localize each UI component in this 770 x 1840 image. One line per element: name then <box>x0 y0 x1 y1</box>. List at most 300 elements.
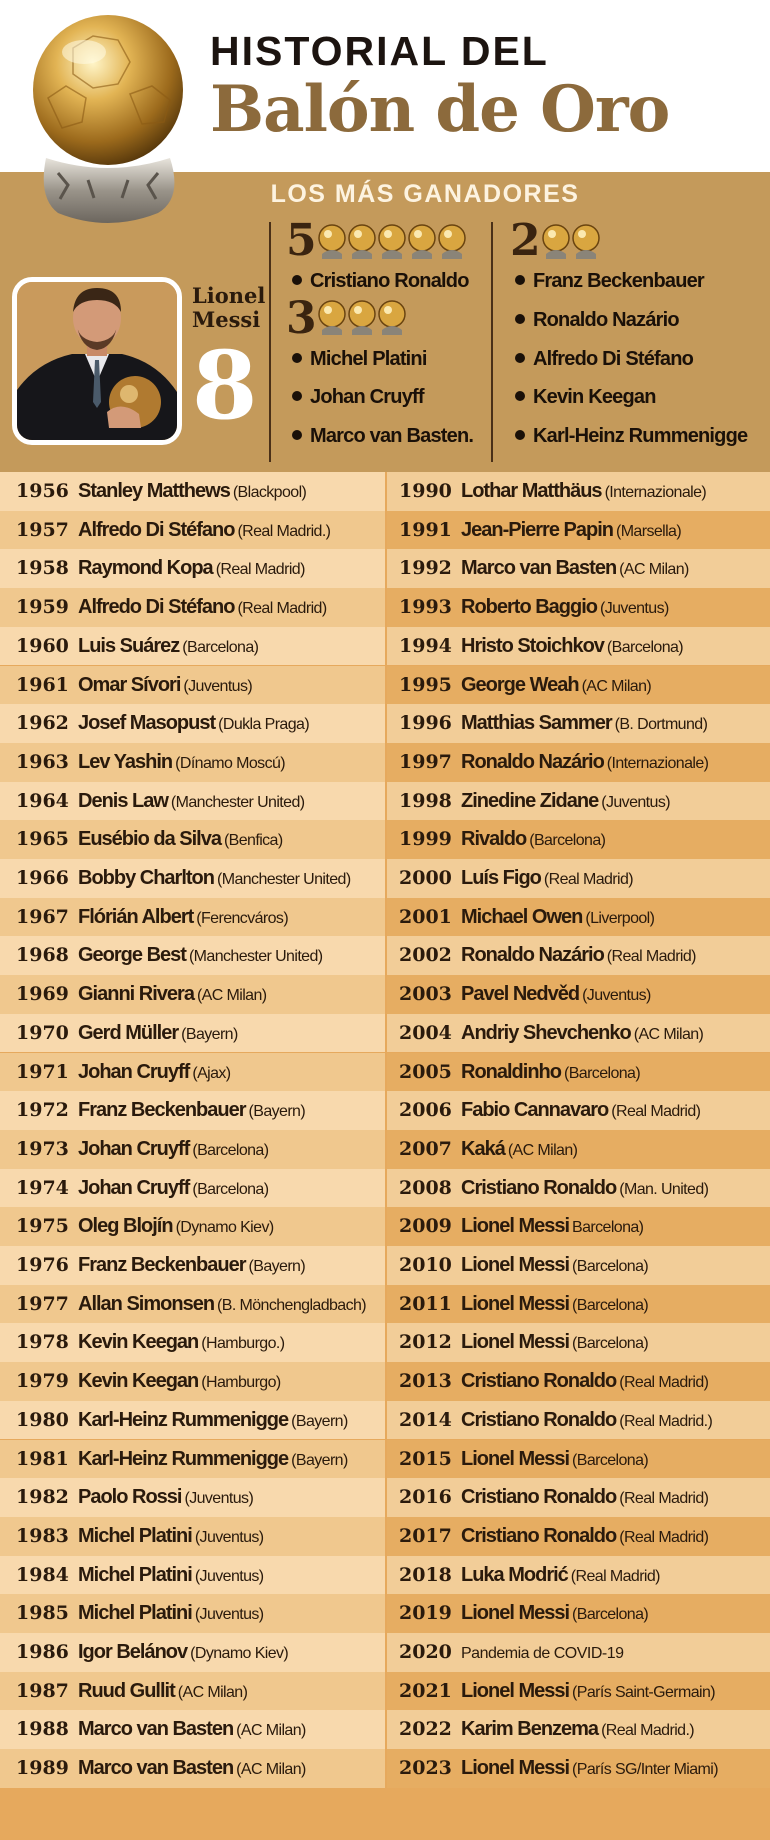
winner-name: Zinedine Zidane <box>461 789 599 812</box>
ballon-dor-icon <box>318 224 346 260</box>
winner-year: 2005 <box>399 1060 452 1083</box>
winner-row <box>387 1207 770 1246</box>
winner-row <box>0 1633 385 1672</box>
winner-row <box>387 975 770 1014</box>
bullet-icon <box>515 430 525 440</box>
winner-year: 2022 <box>399 1718 452 1741</box>
winner-row <box>0 1556 385 1595</box>
winner-row <box>0 1053 385 1092</box>
winner-club: (Ajax) <box>192 1064 231 1082</box>
messi-photo <box>12 277 182 445</box>
winner-row <box>387 1401 770 1440</box>
winner-2-4: Kevin Keegan <box>515 386 656 409</box>
winner-row <box>0 1710 385 1749</box>
bullet-icon <box>515 314 525 324</box>
winner-club: (AC Milan) <box>633 1025 704 1043</box>
winner-club: (Internazionale) <box>604 484 707 501</box>
winner-row <box>0 511 385 550</box>
winner-name: Lothar Matthäus <box>461 480 602 502</box>
winner-name: Luka Modrić <box>461 1563 568 1586</box>
winner-name: Eusébio da Silva <box>78 828 221 851</box>
winner-year: 2011 <box>399 1292 452 1315</box>
winner-2-3: Alfredo Di Stéfano <box>515 348 693 371</box>
winner-name: Kevin Keegan <box>78 1331 199 1354</box>
winner-club: (Barcelona) <box>606 638 684 656</box>
winner-row <box>387 1323 770 1362</box>
winner-row <box>0 1672 385 1711</box>
winner-2-5: Karl-Heinz Rummenigge <box>515 425 747 448</box>
winner-year: 2000 <box>399 867 452 889</box>
winner-row <box>387 1556 770 1595</box>
winner-club: (Internazionale) <box>606 754 709 772</box>
winner-3-1: Michel Platini <box>292 348 427 371</box>
winner-row <box>387 859 770 898</box>
winner-2-1: Franz Beckenbauer <box>515 270 704 293</box>
winner-name: Michel Platini <box>78 1602 192 1625</box>
winner-year: 1990 <box>399 480 452 502</box>
winner-name: Marco van Basten <box>78 1718 234 1741</box>
winner-club: (Barcelona) <box>572 1451 649 1469</box>
winner-row <box>0 1207 385 1246</box>
winner-row <box>0 627 385 666</box>
winner-club: (AC Milan) <box>236 1722 306 1740</box>
winner-name: Gianni Rivera <box>78 983 194 1006</box>
winner-name: Ronaldo Nazário <box>461 750 604 773</box>
winner-club: (Barcelona) <box>192 1141 269 1159</box>
winner-year: 1995 <box>399 673 452 696</box>
winner-club: (Juventus) <box>600 600 669 618</box>
winner-club: (Manchester United) <box>188 948 323 966</box>
winner-name: Franz Beckenbauer <box>78 1254 246 1276</box>
winner-row <box>387 1710 770 1749</box>
winner-row <box>387 936 770 975</box>
winner-club: (Barcelona) <box>572 1335 649 1353</box>
winner-row <box>0 1478 385 1517</box>
winner-year: 1980 <box>16 1408 69 1431</box>
winner-name: Pandemia de COVID-19 <box>461 1645 624 1662</box>
bullet-icon <box>515 353 525 363</box>
winner-name: Bobby Charlton <box>78 867 214 889</box>
winner-club: (Bayern) <box>248 1258 306 1275</box>
winner-year: 1985 <box>16 1602 69 1625</box>
winner-name: Ronaldo Nazário <box>461 944 604 967</box>
winner-name: Kevin Keegan <box>78 1370 199 1393</box>
ballon-dor-icon <box>542 224 570 260</box>
winner-name: Johan Cruyff <box>78 1137 190 1160</box>
winner-year: 1993 <box>399 596 452 619</box>
winner-name: Raymond Kopa <box>78 557 213 580</box>
winner-name: Rivaldo <box>461 828 527 851</box>
winner-row <box>387 1014 770 1053</box>
winner-name: Luís Figo <box>461 867 541 889</box>
winner-name: George Best <box>78 944 186 967</box>
winner-row <box>387 820 770 859</box>
winner-club: (AC Milan) <box>177 1683 248 1701</box>
winner-year: 2006 <box>399 1099 452 1122</box>
winner-name: Matthias Sammer <box>461 712 612 735</box>
winner-club: (Barcelona) <box>182 638 259 656</box>
winner-name: Karim Benzema <box>461 1718 599 1741</box>
winner-row <box>387 1285 770 1324</box>
winner-year: 2001 <box>399 905 452 928</box>
winner-row <box>0 859 385 898</box>
winner-row <box>387 743 770 782</box>
winner-row <box>0 936 385 975</box>
winner-year: 2014 <box>399 1408 452 1431</box>
bullet-icon <box>292 275 302 285</box>
winner-name: Luis Suárez <box>78 634 180 657</box>
winner-row <box>0 1091 385 1130</box>
winner-row <box>387 1246 770 1285</box>
winner-row <box>387 1053 770 1092</box>
winner-club: (Barcelona) <box>529 832 606 850</box>
winner-row <box>0 1169 385 1208</box>
winner-row <box>0 1014 385 1053</box>
winner-year: 1987 <box>16 1679 69 1702</box>
winner-club: (Barcelona) <box>192 1180 269 1198</box>
winner-name: Lionel Messi <box>461 1292 570 1315</box>
winner-name: Lionel Messi <box>461 1215 570 1238</box>
winner-club: (Dynamo Kiev) <box>190 1645 289 1662</box>
bullet-icon <box>292 430 302 440</box>
winner-row <box>387 1478 770 1517</box>
winner-name: Denis Law <box>78 789 168 812</box>
winner-club: (B. Dortmund) <box>614 716 708 734</box>
winner-name: Lionel Messi <box>461 1254 570 1276</box>
ballon-dor-icon <box>378 300 406 336</box>
winner-row <box>387 1440 770 1479</box>
winner-year: 1975 <box>16 1215 69 1238</box>
winner-club: (Real Madrid) <box>606 948 696 966</box>
winner-row <box>0 472 385 511</box>
winner-year: 1989 <box>16 1757 69 1780</box>
winner-club: (Benfica) <box>223 832 283 850</box>
winner-club: (Real Madrid) <box>619 1374 709 1392</box>
winner-name: Fabio Cannavaro <box>461 1099 609 1122</box>
winner-club: (Manchester United) <box>170 793 305 811</box>
winner-year: 1977 <box>16 1292 69 1315</box>
winner-club: (Juventus) <box>183 677 253 695</box>
winners-table <box>0 472 770 1840</box>
winner-name: Cristiano Ronaldo <box>461 1370 617 1393</box>
bullet-icon <box>515 275 525 285</box>
winner-year: 1981 <box>16 1447 69 1470</box>
bullet-icon <box>515 391 525 401</box>
winner-club: (AC Milan) <box>507 1141 578 1159</box>
winner-club: (Marsella) <box>615 522 682 540</box>
winner-year: 1958 <box>16 557 69 580</box>
winner-name: Lionel Messi <box>461 1331 570 1354</box>
winner-year: 1962 <box>16 712 69 735</box>
winner-year: 2020 <box>399 1641 452 1663</box>
winner-year: 1999 <box>399 828 452 851</box>
winner-name: Johan Cruyff <box>78 1176 190 1199</box>
winner-row <box>387 1633 770 1672</box>
winner-year: 1983 <box>16 1524 69 1547</box>
winner-name: Lionel Messi <box>461 1679 570 1702</box>
winner-club: (Ferencváros) <box>196 909 289 927</box>
winner-name: Cristiano Ronaldo <box>461 1176 617 1199</box>
winner-row <box>0 782 385 821</box>
winner-row <box>387 1130 770 1169</box>
winner-row <box>0 1246 385 1285</box>
winner-club: (Barcelona) <box>572 1606 649 1624</box>
winner-club: (Dukla Praga) <box>218 716 310 734</box>
title-line-1: HISTORIAL DEL <box>210 28 549 74</box>
winner-name: Lionel Messi <box>461 1757 570 1780</box>
winner-name: Cristiano Ronaldo <box>461 1408 617 1431</box>
winner-club: (Real Madrid) <box>619 1490 709 1508</box>
winner-club: (Real Madrid) <box>543 871 634 888</box>
winner-name: Lionel Messi <box>461 1447 570 1470</box>
ballon-dor-icon <box>408 224 436 260</box>
winner-name: Ruud Gullit <box>78 1679 175 1702</box>
winner-row <box>0 1594 385 1633</box>
winner-name: Kaká <box>461 1137 505 1160</box>
winner-club: (Real Madrid) <box>215 561 305 579</box>
winner-year: 2021 <box>399 1679 452 1702</box>
winner-row <box>0 1401 385 1440</box>
winner-year: 2004 <box>399 1021 452 1044</box>
winner-club: (Dínamo Moscú) <box>175 754 285 772</box>
winner-club: (B. Mönchengladbach) <box>217 1296 367 1314</box>
winner-name: Marco van Basten <box>461 557 617 580</box>
winner-club: Barcelona) <box>572 1219 644 1237</box>
winner-club: (Bayern) <box>248 1103 306 1121</box>
winner-year: 1996 <box>399 712 452 735</box>
winner-year: 1984 <box>16 1563 69 1586</box>
winner-name: Marco van Basten <box>78 1757 234 1780</box>
featured-player-name <box>192 284 265 332</box>
title-line-2: Balón de Oro <box>210 72 670 147</box>
winner-name: Allan Simonsen <box>78 1292 215 1315</box>
winner-year: 2017 <box>399 1524 452 1547</box>
winner-row <box>0 898 385 937</box>
winner-name: Hristo Stoichkov <box>461 634 604 657</box>
featured-count: 8 <box>192 331 258 441</box>
winner-name: Alfredo Di Stéfano <box>78 596 235 619</box>
bullet-icon <box>292 353 302 363</box>
winner-year: 1973 <box>16 1137 69 1160</box>
winner-name: Omar Sívori <box>78 673 181 696</box>
winner-club: (Barcelona) <box>563 1064 641 1082</box>
winner-year: 1976 <box>16 1254 69 1276</box>
winner-row <box>0 975 385 1014</box>
winner-club: (Real Madrid.) <box>601 1722 695 1740</box>
winner-year: 1967 <box>16 905 69 928</box>
winner-club: (Bayern) <box>291 1412 348 1430</box>
winner-row <box>0 1130 385 1169</box>
winner-club: (Bayern) <box>291 1451 348 1469</box>
winner-club: (Real Madrid.) <box>619 1412 713 1430</box>
winner-year: 1991 <box>399 518 452 541</box>
winner-year: 1994 <box>399 634 452 657</box>
winner-club: (Juventus) <box>582 987 651 1005</box>
winner-row <box>387 1672 770 1711</box>
winner-year: 1969 <box>16 983 69 1006</box>
winner-year: 1979 <box>16 1370 69 1393</box>
winner-club: (Manchester United) <box>217 871 351 888</box>
winner-year: 2007 <box>399 1137 452 1160</box>
winner-row <box>387 1091 770 1130</box>
winner-year: 1960 <box>16 634 69 657</box>
winner-year: 1964 <box>16 789 69 812</box>
winner-name: Flórián Albert <box>78 905 194 928</box>
winner-club: (Juventus) <box>601 793 670 811</box>
winner-year: 1963 <box>16 750 69 773</box>
winner-row <box>0 704 385 743</box>
winner-club: (Dynamo Kiev) <box>175 1219 274 1237</box>
winner-name: George Weah <box>461 673 579 696</box>
winner-club: (Real Madrid) <box>570 1567 660 1585</box>
ballon-dor-icon <box>348 224 376 260</box>
ballon-dor-icon <box>348 300 376 336</box>
winner-year: 2009 <box>399 1215 452 1238</box>
group-5-balls <box>318 224 466 260</box>
winner-club: (Liverpool) <box>585 909 655 927</box>
ballon-dor-icon <box>378 224 406 260</box>
winner-row <box>387 1594 770 1633</box>
winner-row <box>387 704 770 743</box>
winner-year: 1988 <box>16 1718 69 1741</box>
winner-club: (Juventus) <box>194 1528 264 1546</box>
messi-portrait-icon <box>17 282 177 440</box>
group-2-count: 2 <box>510 215 541 266</box>
ballon-dor-icon <box>438 224 466 260</box>
winner-year: 1986 <box>16 1641 69 1663</box>
winner-club: (Real Madrid) <box>237 600 327 618</box>
winner-club: (París SG/Inter Miami) <box>572 1761 718 1779</box>
winner-name: Franz Beckenbauer <box>78 1099 246 1122</box>
winner-name: Paolo Rossi <box>78 1486 182 1509</box>
winner-name: Stanley Matthews <box>78 480 230 502</box>
winner-row <box>0 666 385 705</box>
winner-5-1: Cristiano Ronaldo <box>292 270 469 293</box>
winner-year: 2008 <box>399 1176 452 1199</box>
winner-year: 1970 <box>16 1021 69 1044</box>
winner-club: (París Saint-Germain) <box>572 1683 716 1701</box>
winner-row <box>387 898 770 937</box>
winner-year: 1956 <box>16 480 69 502</box>
winner-name: Cristiano Ronaldo <box>461 1486 617 1509</box>
winner-name: Johan Cruyff <box>78 1060 190 1083</box>
divider-right <box>491 222 493 462</box>
winner-club: (Hamburgo) <box>201 1374 281 1392</box>
winner-club: (AC Milan) <box>581 677 652 695</box>
winner-year: 2012 <box>399 1331 452 1354</box>
winner-name: Michel Platini <box>78 1524 192 1547</box>
winner-club: (Blackpool) <box>232 484 307 501</box>
winner-3-2: Johan Cruyff <box>292 386 424 409</box>
winner-year: 2002 <box>399 944 452 967</box>
winner-name: Oleg Blojín <box>78 1215 173 1238</box>
winner-name: Igor Belánov <box>78 1641 188 1663</box>
winner-row <box>387 782 770 821</box>
winner-year: 2016 <box>399 1486 452 1509</box>
winner-year: 1957 <box>16 518 69 541</box>
winner-club: (Barcelona) <box>572 1296 649 1314</box>
winner-year: 2018 <box>399 1563 452 1586</box>
winner-year: 2010 <box>399 1254 452 1276</box>
winner-year: 1971 <box>16 1060 69 1083</box>
winner-row <box>387 511 770 550</box>
group-2-balls <box>542 224 600 260</box>
winner-name: Karl-Heinz Rummenigge <box>78 1408 289 1431</box>
winner-row <box>387 666 770 705</box>
winner-club: (AC Milan) <box>196 987 267 1005</box>
winner-row <box>0 588 385 627</box>
ballon-dor-icon <box>572 224 600 260</box>
winner-name: Lev Yashin <box>78 750 173 773</box>
winner-year: 1974 <box>16 1176 69 1199</box>
winner-club: (Bayern) <box>181 1025 238 1043</box>
winner-club: (Hamburgo.) <box>201 1335 285 1353</box>
winner-year: 1978 <box>16 1331 69 1354</box>
top-winners-title: LOS MÁS GANADORES <box>270 180 580 208</box>
winner-year: 1966 <box>16 867 69 889</box>
winner-year: 2015 <box>399 1447 452 1470</box>
winner-row <box>0 1285 385 1324</box>
winner-club: (Barcelona) <box>572 1258 649 1275</box>
winner-row <box>0 820 385 859</box>
winner-year: 1959 <box>16 596 69 619</box>
ballon-dor-icon <box>318 300 346 336</box>
winner-year: 1961 <box>16 673 69 696</box>
winner-name: Roberto Baggio <box>461 596 597 619</box>
winner-year: 2019 <box>399 1602 452 1625</box>
winner-year: 1997 <box>399 750 452 773</box>
winner-name: Andriy Shevchenko <box>461 1021 631 1044</box>
winner-club: (AC Milan) <box>619 561 689 579</box>
winner-name: Cristiano Ronaldo <box>461 1524 617 1547</box>
winner-club: (Juventus) <box>194 1567 264 1585</box>
winner-club: (Real Madrid) <box>611 1103 701 1121</box>
winner-club: (Juventus) <box>194 1606 264 1624</box>
winner-club: (Real Madrid) <box>619 1528 709 1546</box>
winner-row <box>0 743 385 782</box>
winner-row <box>0 1517 385 1556</box>
winner-club: (AC Milan) <box>236 1761 306 1779</box>
winner-2-2: Ronaldo Nazário <box>515 309 679 332</box>
winner-row <box>387 1169 770 1208</box>
winner-3-3: Marco van Basten. <box>292 425 473 448</box>
winner-row <box>387 627 770 666</box>
winner-name: Michel Platini <box>78 1563 192 1586</box>
group-3-count: 3 <box>286 293 317 344</box>
winner-row <box>0 549 385 588</box>
winner-club: (Man. United) <box>619 1180 709 1198</box>
winner-name: Ronaldinho <box>461 1060 561 1083</box>
winner-row <box>387 588 770 627</box>
winner-name: Michael Owen <box>461 905 583 928</box>
winner-row <box>387 472 770 511</box>
winner-year: 1972 <box>16 1099 69 1122</box>
winner-name: Gerd Müller <box>78 1021 179 1044</box>
featured-last-name: Messi <box>192 307 261 332</box>
winner-name: Jean-Pierre Papin <box>461 518 613 541</box>
winner-year: 2003 <box>399 983 452 1006</box>
winner-row <box>0 1440 385 1479</box>
winner-name: Alfredo Di Stéfano <box>78 518 235 541</box>
winner-name: Josef Masopust <box>78 712 216 735</box>
winner-name: Pavel Nedvěd <box>461 983 580 1006</box>
divider-left <box>269 222 271 462</box>
winner-club: (Real Madrid.) <box>237 522 331 540</box>
winner-year: 2023 <box>399 1757 452 1780</box>
bullet-icon <box>292 391 302 401</box>
winner-year: 1965 <box>16 828 69 851</box>
winner-year: 2013 <box>399 1370 452 1393</box>
